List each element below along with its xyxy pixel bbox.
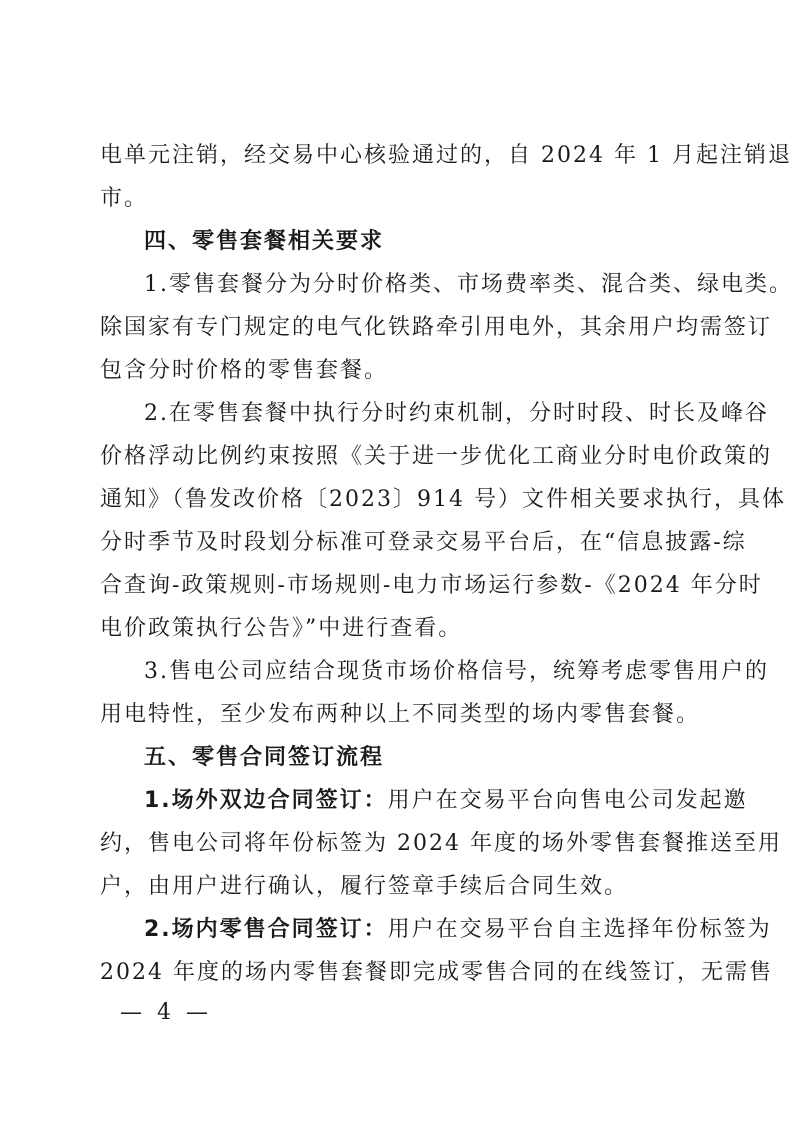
text-line: 分时季节及时段划分标准可登录交易平台后，在“信息披露-综: [100, 530, 747, 555]
text-line: 1.零售套餐分为分时价格类、市场费率类、混合类、绿电类。: [144, 272, 793, 297]
page-number: — 4 —: [120, 1000, 212, 1025]
text-line: [144, 786, 748, 816]
bold-lead: 1.场外双边合同签订：: [144, 788, 388, 813]
text-line: 2.在零售套餐中执行分时约束机制，分时时段、时长及峰谷: [144, 401, 769, 426]
section-heading: 五、零售合同签订流程: [144, 745, 385, 770]
text-line: 通知》（鲁发改价格〔2023〕914 号）文件相关要求执行，具体: [100, 487, 786, 512]
text-run: 用户在交易平台向售电公司发起邀: [387, 788, 748, 813]
text-line: 用电特性，至少发布两种以上不同类型的场内零售套餐。: [100, 702, 701, 727]
text-line: 合查询-政策规则-市场规则-电力市场运行参数-《2024 年分时: [100, 573, 763, 598]
section-heading: 四、零售套餐相关要求: [144, 229, 385, 254]
text-line: 约，售电公司将年份标签为 2024 年度的场外零售套餐推送至用: [100, 831, 782, 856]
text-line: 价格浮动比例约束按照《关于进一步优化工商业分时电价政策的: [100, 444, 773, 469]
text-line: 除国家有专门规定的电气化铁路牵引用电外，其余用户均需签订: [100, 315, 773, 340]
bold-lead: 2.场内零售合同签订：: [144, 917, 388, 942]
text-line: 3.售电公司应结合现货市场价格信号，统筹考虑零售用户的: [144, 659, 769, 684]
text-line: 包含分时价格的零售套餐。: [100, 358, 389, 383]
text-line: 电价政策执行公告》”中进行查看。: [100, 616, 463, 641]
text-line: 市。: [100, 186, 149, 211]
text-line: [144, 915, 772, 945]
text-line: 电单元注销，经交易中心核验通过的，自 2024 年 1 月起注销退: [100, 143, 792, 168]
text-run: 用户在交易平台自主选择年份标签为: [387, 917, 772, 942]
text-line: 2024 年度的场内零售套餐即完成零售合同的在线签订，无需售: [100, 960, 773, 985]
text-line: 户，由用户进行确认，履行签章手续后合同生效。: [100, 874, 629, 899]
